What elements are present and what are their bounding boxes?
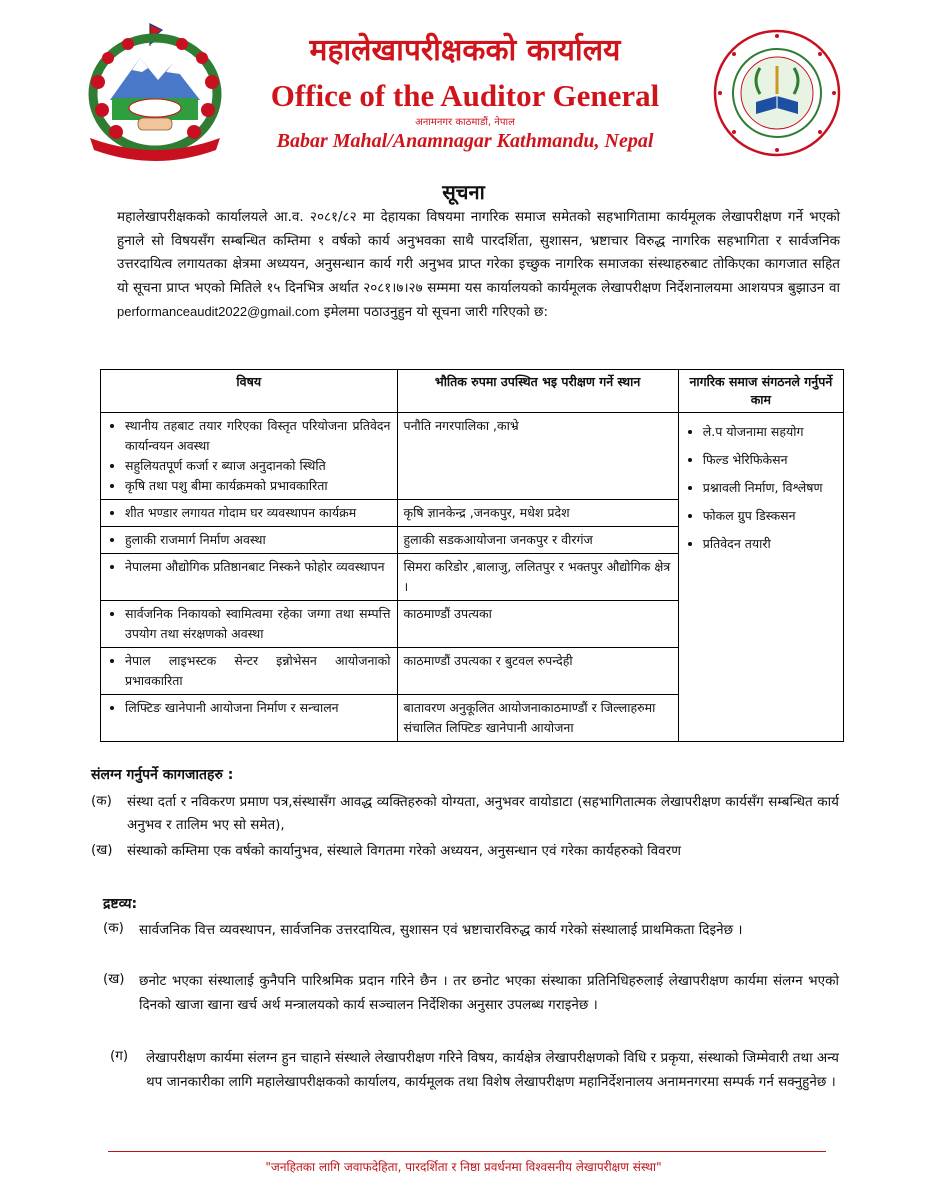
task-item: • ले.प योजनामा सहयोग xyxy=(703,422,837,442)
intro-text: महालेखापरीक्षकको कार्यालयले आ.व. २०८१/८२ मा देहायका विषयमा नागरिक समाज समेतको सहभागितामा कार्यमूलक लेखापरीक्षण गर्ने भएको हुनाले सो विषयसँग सम्बन्धित कम्तिमा १ वर्षको कार्य अनुभवका साथै पारदर्शिता, सुशासन, भ्रष्टाचार विरुद्ध नागरिक सहभागिता र सार्वजनिक उत्तरदायित्व लगायतका क्षेत्रमा अध्ययन, अनुसन्धान कार्य गरी अनुभव प्राप्त गरेका इच्छुक नागरिक समाजका संस्थाहरुबाट तोकिएका कागजात सहित यो सूचना प्राप्त भएको मितिले १५ दिनभित्र अर्थात २०८१।७।२७ सम्ममा यस कार्यालयको कार्यमूलक लेखापरीक्षण निर्देशनालयमा आशयपत्र बुझाउन वा xyxy=(117,209,840,296)
note-label: (ख) xyxy=(103,971,125,987)
subject-cell xyxy=(101,695,398,742)
nepal-emblem-logo xyxy=(80,22,230,162)
subject-item: • सहुलियतपूर्ण कर्जा र ब्याज अनुदानको स्थिति xyxy=(125,456,391,476)
oag-seal-logo xyxy=(712,28,842,158)
task-item: • फोकल ग्रुप डिस्कसन xyxy=(703,506,837,526)
subject-cell xyxy=(101,500,398,527)
annex-item-text: संस्थाको कम्तिमा एक वर्षको कार्यानुभव, संस्थाले विगतमा गरेको अध्ययन, अनुसन्धान एवं गरेका कार्यहरुको विवरण xyxy=(127,843,681,859)
office-title-nepali: महालेखापरीक्षकको कार्यालय xyxy=(309,33,621,68)
subject-item: • सार्वजनिक निकायको स्वामित्वमा रहेका जग्गा तथा सम्पत्ति उपयोग तथा संरक्षणको अवस्था xyxy=(125,604,391,644)
note-item-text: सार्वजनिक वित्त व्यवस्थापन, सार्वजनिक उत्तरदायित्व, सुशासन एवं भ्रष्टाचारविरुद्ध कार्य गरेको संस्थालाई प्राथमिकता दिइनेछ । xyxy=(139,922,743,938)
location-cell: पनौति नगरपालिका ,काभ्रे xyxy=(397,413,678,500)
subject-item: • स्थानीय तहबाट तयार गरिएका विस्तृत परियोजना प्रतिवेदन कार्यान्वयन अवस्था xyxy=(125,416,391,456)
location-cell: काठमाण्डौं उपत्यका र बुटवल रुपन्देही xyxy=(397,648,678,695)
task-item: • फिल्ड भेरिफिकेसन xyxy=(703,450,837,470)
header-subject: विषय xyxy=(101,370,398,413)
annex-label: (ख) xyxy=(91,842,113,858)
subject-cell xyxy=(101,648,398,695)
table-header-row xyxy=(101,370,844,413)
subject-item: • नेपालमा औद्योगिक प्रतिष्ठानबाट निस्कने फोहोर व्यवस्थापन xyxy=(125,557,391,577)
office-title-english: Office of the Auditor General xyxy=(270,78,660,113)
intro-paragraph xyxy=(117,206,840,325)
task-item: • प्रश्नावली निर्माण, विश्लेषण xyxy=(703,478,837,498)
annex-title: संलग्न गर्नुपर्ने कागजातहरु : xyxy=(91,767,234,783)
subject-item: • शीत भण्डार लगायत गोदाम घर व्यवस्थापन कार्यक्रम xyxy=(125,503,391,523)
header-location: भौतिक रुपमा उपस्थित भइ परीक्षण गर्ने स्थान xyxy=(397,370,678,413)
subject-item: • नेपाल लाइभस्टक सेन्टर इन्नोभेसन आयोजनाको प्रभावकारिता xyxy=(125,651,391,691)
location-cell: हुलाकी सडकआयोजना जनकपुर र वीरगंज xyxy=(397,527,678,554)
subject-cell xyxy=(101,413,398,500)
footer-divider xyxy=(108,1151,826,1152)
task-item: • प्रतिवेदन तयारी xyxy=(703,534,837,554)
office-location-nepali: अनामनगर काठमाडौं, नेपाल xyxy=(415,117,515,128)
location-cell: काठमाण्डौं उपत्यका xyxy=(397,601,678,648)
location-cell: कृषि ज्ञानकेन्द्र ,जनकपुर, मधेश प्रदेश xyxy=(397,500,678,527)
note-label: (क) xyxy=(103,920,124,936)
audit-subjects-table xyxy=(100,369,844,742)
subject-cell xyxy=(101,554,398,601)
footer-motto: "जनहितका लागि जवाफदेहिता, पारदर्शिता र निष्ठा प्रवर्धनमा विश्वसनीय लेखापरीक्षण संस्था" xyxy=(265,1160,662,1174)
subject-cell xyxy=(101,601,398,648)
notes-title: द्रष्टव्य: xyxy=(103,896,138,912)
location-cell: बातावरण अनुकूलित आयोजनाकाठमाण्डौं र जिल्लाहरुमा संचालित लिफ्टिङ खानेपानी आयोजना xyxy=(397,695,678,742)
note-item-text: लेखापरीक्षण कार्यमा संलग्न हुन चाहाने संस्थाले लेखापरीक्षण गरिने विषय, कार्यक्षेत्र लेखापरीक्षणको विधि र प्रकृया, संस्थाको जिम्मेवारी तथा अन्य थप जानकारीका लागि महालेखापरीक्षकको कार्यालय, कार्यमूलक तथा विशेष लेखापरीक्षण महानिर्देशनालय अनामनगरमा सम्पर्क गर्न सक्नुहुनेछ । xyxy=(146,1050,839,1090)
office-address: Babar Mahal/Anamnagar Kathmandu, Nepal xyxy=(276,130,654,152)
subject-cell xyxy=(101,527,398,554)
note-item-text: छनोट भएका संस्थालाई कुनैपनि पारिश्रमिक प्रदान गरिने छैन । तर छनोट भएका संस्थाका प्रतिनिधिहरुलाई लेखापरीक्षण कार्यमा संलग्न भएको दिनको खाजा खाना खर्च अर्थ मन्त्रालयको कार्य सञ्चालन निर्देशिका अनुसार उपलब्ध गराइनेछ । xyxy=(139,973,839,1013)
subject-item: • लिफ्टिङ खानेपानी आयोजना निर्माण र सन्चालन xyxy=(125,698,391,718)
location-cell: सिमरा करिडोर ,बालाजु, ललितपुर र भक्तपुर औद्योगिक क्षेत्र । xyxy=(397,554,678,601)
annex-label: (क) xyxy=(91,793,112,809)
intro-text-end: इमेलमा पठाउनुहुन यो सूचना जारी गरिएको छ: xyxy=(323,304,549,320)
tasks-cell xyxy=(678,413,843,742)
header-tasks: नागरिक समाज संगठनले गर्नुपर्ने काम xyxy=(678,370,843,413)
contact-email: performanceaudit2022@gmail.com xyxy=(117,304,320,319)
annex-item-text: संस्था दर्ता र नविकरण प्रमाण पत्र,संस्थासँग आवद्ध व्यक्तिहरुको योग्यता, अनुभवर वायोडाटा (सहभागितात्मक लेखापरीक्षण कार्यसँग सम्बन्धित कार्य अनुभव र तालिम भए सो समेत), xyxy=(127,794,839,833)
subject-item: • हुलाकी राजमार्ग निर्माण अवस्था xyxy=(125,530,391,550)
subject-item: • कृषि तथा पशु बीमा कार्यक्रमको प्रभावकारिता xyxy=(125,476,391,496)
note-label: (ग) xyxy=(110,1048,129,1064)
notice-title: सूचना xyxy=(442,180,485,204)
table-row xyxy=(101,413,844,500)
